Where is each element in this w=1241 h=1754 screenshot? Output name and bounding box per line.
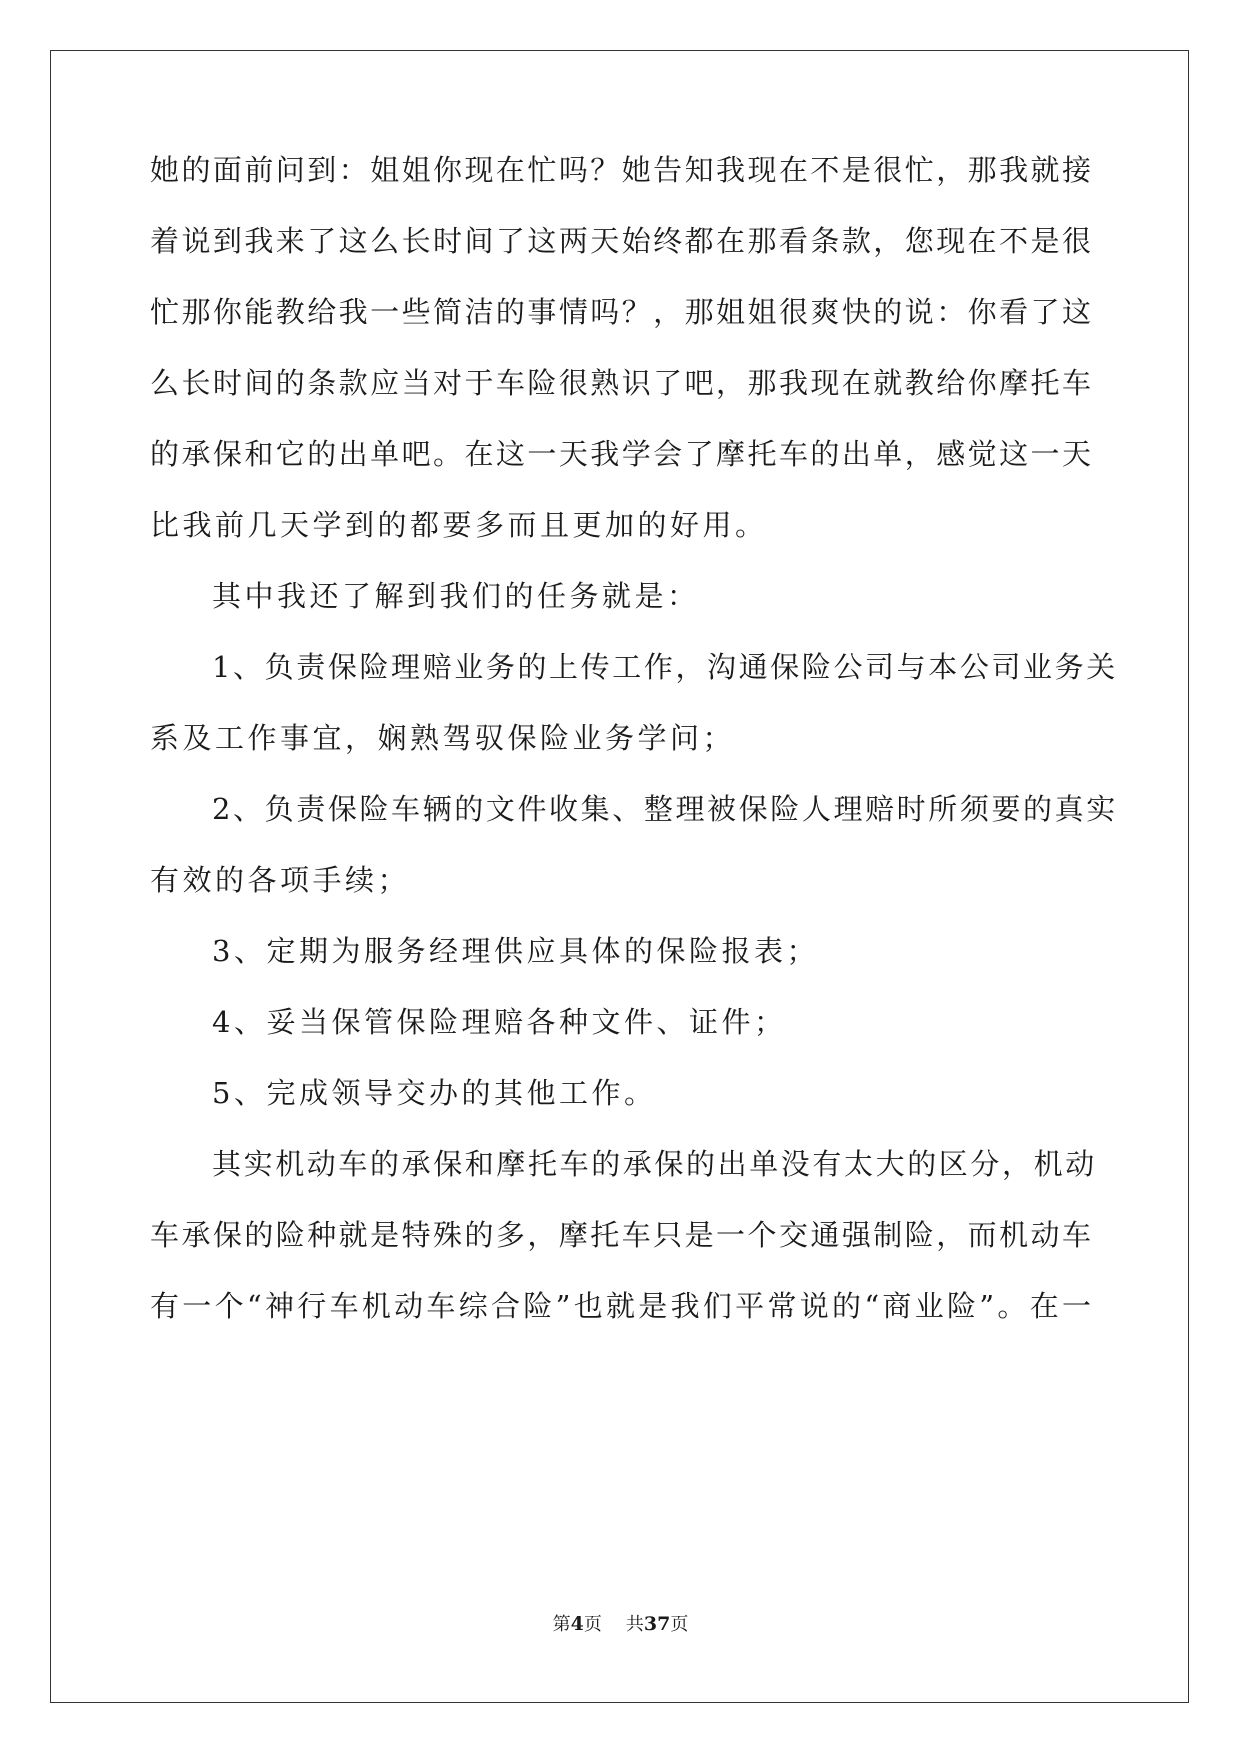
text-line: 她的面前问到：姐姐你现在忙吗？她告知我现在不是很忙，那我就接	[150, 153, 1091, 187]
text-line: 比我前几天学到的都要多而且更加的好用。	[150, 508, 768, 542]
text-line: 么长时间的条款应当对于车险很熟识了吧，那我现在就教给你摩托车	[150, 366, 1091, 400]
list-item-3: 3、定期为服务经理供应具体的保险报表；	[212, 934, 819, 968]
text-line: 系及工作事宜，娴熟驾驭保险业务学问；	[150, 721, 736, 755]
paragraph-start-line: 其中我还了解到我们的任务就是：	[212, 579, 700, 613]
text-line: 有一个“神行车机动车综合险”也就是我们平常说的“商业险”。在一	[150, 1289, 1091, 1323]
list-item-1: 1、负责保险理赔业务的上传工作，沟通保险公司与本公司业务关	[212, 650, 1118, 684]
footer-total-suffix: 页	[670, 1614, 689, 1635]
list-item-2: 2、负责保险车辆的文件收集、整理被保险人理赔时所须要的真实	[212, 792, 1118, 826]
paragraph-start-line: 其实机动车的承保和摩托车的承保的出单没有太大的区分，机动	[212, 1147, 1097, 1181]
list-item-5: 5、完成领导交办的其他工作。	[212, 1076, 657, 1110]
page-footer	[0, 1612, 1241, 1637]
text-line: 的承保和它的出单吧。在这一天我学会了摩托车的出单，感觉这一天	[150, 437, 1091, 471]
footer-total-prefix: 共	[625, 1614, 644, 1635]
text-line: 忙那你能教给我一些简洁的事情吗？，那姐姐很爽快的说：你看了这	[150, 295, 1091, 329]
total-page-count: 37	[643, 1613, 671, 1635]
current-page-number: 4	[570, 1613, 584, 1635]
text-line: 有效的各项手续；	[150, 863, 411, 897]
footer-page-suffix: 页	[583, 1614, 602, 1635]
list-item-4: 4、妥当保管保险理赔各种文件、证件；	[212, 1005, 787, 1039]
footer-prefix: 第	[552, 1614, 571, 1635]
text-line: 车承保的险种就是特殊的多，摩托车只是一个交通强制险，而机动车	[150, 1218, 1091, 1252]
text-line: 着说到我来了这么长时间了这两天始终都在那看条款，您现在不是很	[150, 224, 1091, 258]
